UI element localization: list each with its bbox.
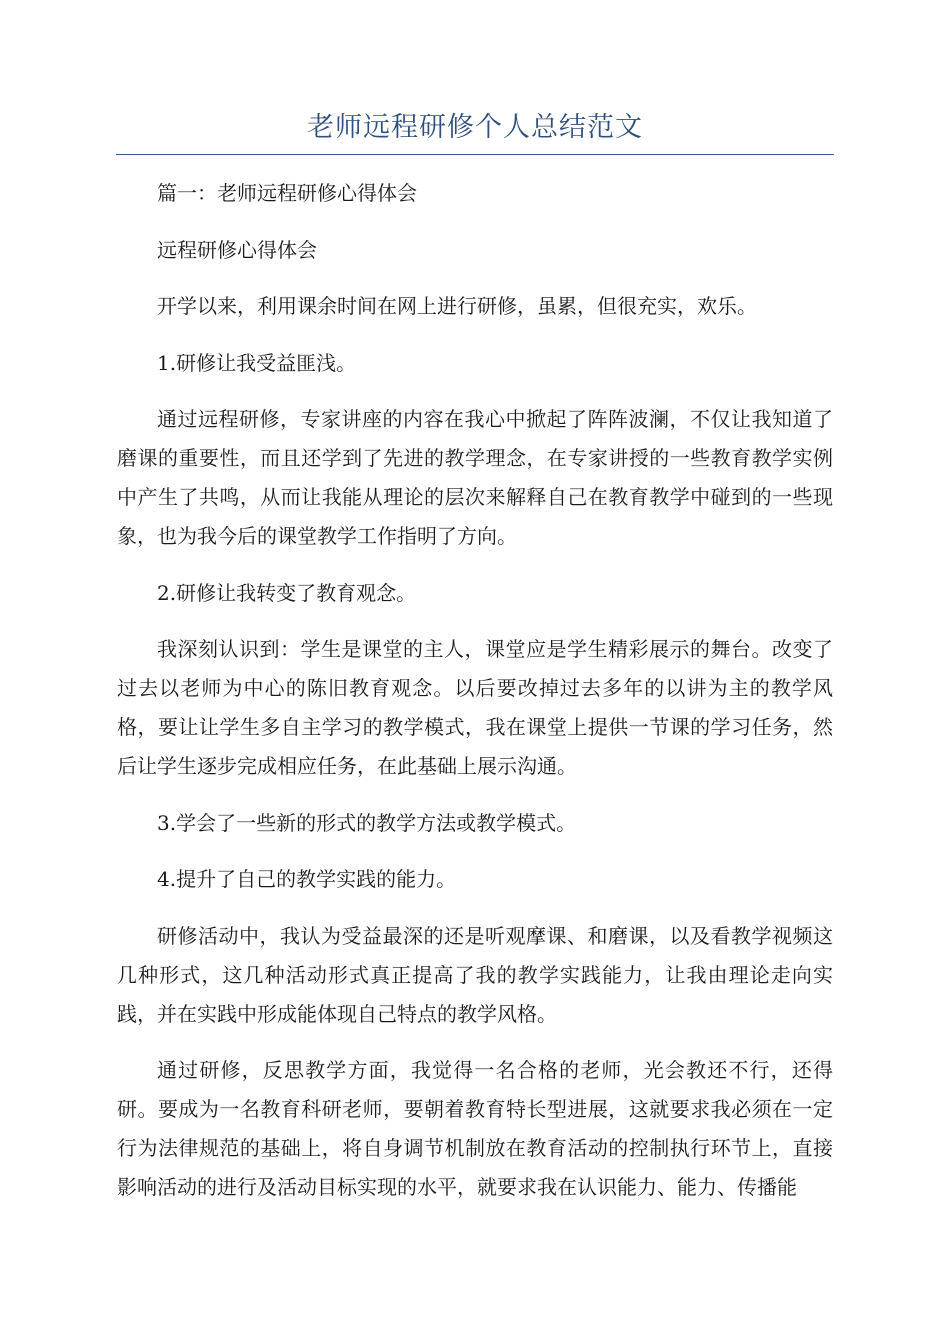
title-underline	[116, 154, 834, 155]
paragraph-point-2: 2.研修让我转变了教育观念。	[157, 580, 417, 605]
paragraph-point-3: 3.学会了一些新的形式的教学方法或教学模式。	[157, 810, 577, 835]
paragraph-point-4: 4.提升了自己的教学实践的能力。	[157, 867, 457, 891]
paragraph: 通过研修，反思教学方面，我觉得一名合格的老师，光会教还不行，还得研。要成为一名教育科研老师，要朝着教育特长型进展，这就要求我必须在一定行为法律规范的基础上，将自身调节机制放在教育活动的控制执行环节上，直接影响活动的进行及活动目标实现的水平，就要求我在认识能力、能力、传播能	[117, 1058, 833, 1199]
paragraph-section-heading: 篇一：老师远程研修心得体会	[157, 181, 417, 205]
paragraph-subheading: 远程研修心得体会	[157, 237, 317, 262]
document-title: 老师远程研修个人总结范文	[307, 112, 643, 143]
paragraph: 通过远程研修，专家讲座的内容在我心中掀起了阵阵波澜，不仅让我知道了磨课的重要性，而且还学到了先进的教学理念，在专家讲授的一些教育教学实例中产生了共鸣，从而让我能从理论的层次来解释自己在教育教学中碰到的一些现象，也为我今后的课堂教学工作指明了方向。	[117, 407, 833, 548]
paragraph-point-1: 1.研修让我受益匪浅。	[157, 350, 357, 375]
paragraph: 我深刻认识到：学生是课堂的主人，课堂应是学生精彩展示的舞台。改变了过去以老师为中心的陈旧教育观念。以后要改掉过去多年的以讲为主的教学风格，要让让学生多自主学习的教学模式，我在课堂上提供一节课的学习任务，然后让学生逐步完成相应任务，在此基础上展示沟通。	[117, 637, 833, 778]
paragraph: 研修活动中，我认为受益最深的还是听观摩课、和磨课，以及看教学视频这几种形式，这几种活动形式真正提高了我的教学实践能力，让我由理论走向实践，并在实践中形成能体现自己特点的教学风格。	[117, 923, 833, 1026]
document-body	[117, 174, 833, 1225]
paragraph: 开学以来，利用课余时间在网上进行研修，虽累，但很充实，欢乐。	[157, 294, 757, 318]
